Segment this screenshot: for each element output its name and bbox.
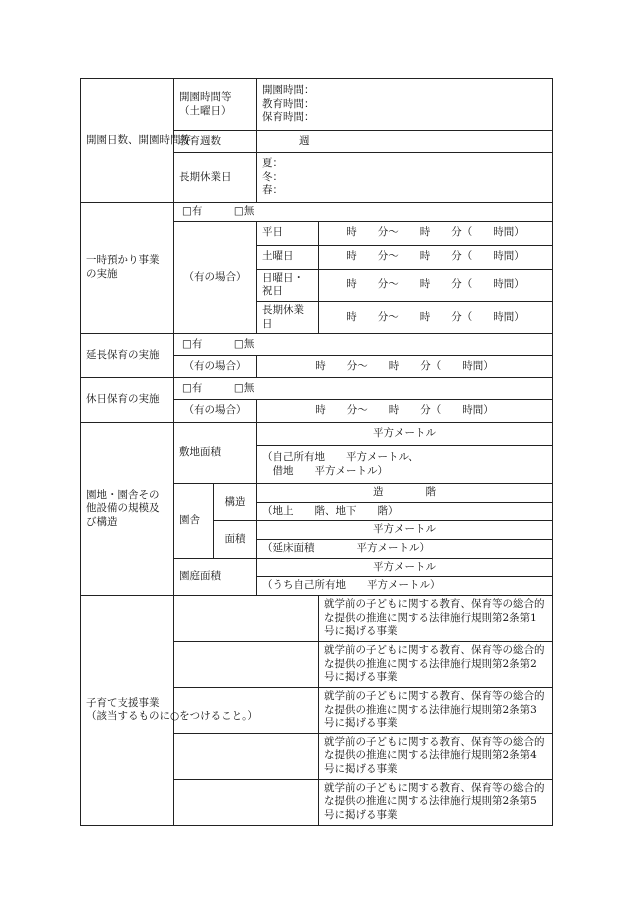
structure-detail[interactable]: （地上 階、地下 階） bbox=[257, 502, 553, 521]
extended-care-if-yes: （有の場合） bbox=[174, 356, 257, 378]
row-label-holiday-care: 休日保育の実施 bbox=[81, 378, 174, 423]
temp-care-period-name: 平日 bbox=[257, 221, 319, 245]
temp-care-if-yes: （有の場合） bbox=[174, 221, 257, 334]
support-item: 就学前の子どもに関する教育、保育等の総合的な提供の推進に関する法律施行規則第2条第5号に掲げる事業 bbox=[319, 779, 553, 825]
floor-area-unit[interactable]: 平方メートル bbox=[257, 521, 553, 540]
garden-area-detail[interactable]: （うち自己所有地 平方メートル） bbox=[257, 577, 553, 596]
support-mark-cell[interactable] bbox=[174, 779, 319, 825]
support-item: 就学前の子どもに関する教育、保育等の総合的な提供の推進に関する法律施行規則第2条第3号に掲げる事業 bbox=[319, 687, 553, 733]
application-form-table bbox=[80, 78, 553, 826]
teaching-weeks-value[interactable]: 週 bbox=[257, 131, 553, 153]
temp-care-period-name: 長期休業 日 bbox=[257, 301, 319, 333]
temp-care-period-time[interactable]: 時 分～ 時 分（ 時間） bbox=[319, 269, 553, 301]
table-row bbox=[81, 596, 553, 642]
temp-care-period-time[interactable]: 時 分～ 時 分（ 時間） bbox=[319, 221, 553, 245]
row-label-support: 子育て支援事業 （該当するものに○をつけること。） bbox=[81, 596, 174, 826]
holiday-care-time[interactable]: 時 分～ 時 分（ 時間） bbox=[257, 400, 553, 423]
long-holiday-value[interactable]: 夏： 冬： 春： bbox=[257, 153, 553, 203]
floor-area-label: 面積 bbox=[214, 521, 257, 558]
holiday-care-if-yes: （有の場合） bbox=[174, 400, 257, 423]
temp-care-period-name: 日曜日・ 祝日 bbox=[257, 269, 319, 301]
table-row bbox=[81, 203, 553, 222]
support-item: 就学前の子どもに関する教育、保育等の総合的な提供の推進に関する法律施行規則第2条第1号に掲げる事業 bbox=[319, 596, 553, 642]
row-label-extended-care: 延長保育の実施 bbox=[81, 334, 174, 378]
row-label-temp-care: 一時預かり事業の実施 bbox=[81, 203, 174, 334]
table-row bbox=[81, 334, 553, 356]
temp-care-period-time[interactable]: 時 分～ 時 分（ 時間） bbox=[319, 245, 553, 269]
structure-label: 構造 bbox=[214, 484, 257, 521]
support-item: 就学前の子どもに関する教育、保育等の総合的な提供の推進に関する法律施行規則第2条第2号に掲げる事業 bbox=[319, 641, 553, 687]
site-area-unit[interactable]: 平方メートル bbox=[257, 423, 553, 446]
holiday-care-yesno-checkbox[interactable]: □有 □無 bbox=[174, 378, 553, 400]
garden-area-label: 園庭面積 bbox=[174, 558, 257, 595]
saturday-hours-value[interactable]: 開園時間： 教育時間： 保育時間： bbox=[257, 79, 553, 131]
building-label: 園舎 bbox=[174, 484, 214, 559]
table-row bbox=[81, 79, 553, 131]
support-mark-cell[interactable] bbox=[174, 733, 319, 779]
temp-care-yesno-checkbox[interactable]: □有 □無 bbox=[174, 203, 553, 222]
long-holiday-label: 長期休業日 bbox=[174, 153, 257, 203]
teaching-weeks-label: 教育週数 bbox=[174, 131, 257, 153]
table-row bbox=[81, 423, 553, 446]
floor-area-detail[interactable]: （延床面積 平方メートル） bbox=[257, 540, 553, 559]
temp-care-period-name: 土曜日 bbox=[257, 245, 319, 269]
row-label-hours: 開園日数、開園時間等 bbox=[81, 79, 174, 203]
garden-area-unit[interactable]: 平方メートル bbox=[257, 558, 553, 577]
extended-care-yesno-checkbox[interactable]: □有 □無 bbox=[174, 334, 553, 356]
row-label-facility: 園地・園舎その他設備の規模及び構造 bbox=[81, 423, 174, 596]
table-row bbox=[81, 378, 553, 400]
support-mark-cell[interactable] bbox=[174, 596, 319, 642]
structure-value[interactable]: 造 階 bbox=[257, 484, 553, 503]
extended-care-time[interactable]: 時 分～ 時 分（ 時間） bbox=[257, 356, 553, 378]
site-area-label: 敷地面積 bbox=[174, 423, 257, 484]
saturday-hours-label: 開園時間等 （土曜日） bbox=[174, 79, 257, 131]
support-item: 就学前の子どもに関する教育、保育等の総合的な提供の推進に関する法律施行規則第2条第4号に掲げる事業 bbox=[319, 733, 553, 779]
support-mark-cell[interactable] bbox=[174, 641, 319, 687]
site-area-detail[interactable]: （自己所有地 平方メートル、 借地 平方メートル） bbox=[257, 446, 553, 484]
temp-care-period-time[interactable]: 時 分～ 時 分（ 時間） bbox=[319, 301, 553, 333]
